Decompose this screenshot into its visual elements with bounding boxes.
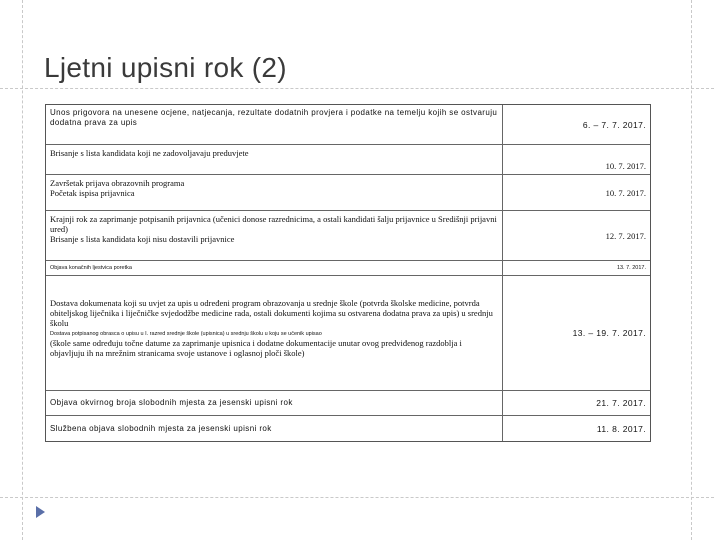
table-row [46,391,650,416]
row-date: 13. 7. 2017. [502,261,650,275]
right-guide-line [691,0,692,540]
row-text: Krajnji rok za zaprimanje potpisanih prijavnica (učenici donose razrednicima, a ostali kandidati šalju prijavnice u Središnji prijavni ured) [50,214,497,234]
left-guide-line [22,0,23,540]
table-row [46,261,650,276]
row-description [46,276,502,390]
row-description [46,211,502,260]
row-text: Unos prigovora na unesene ocjene, natjecanja, rezultate dodatnih provjera i podatke na temelju kojih se ostvaruju dodatna prava za upis [50,108,498,127]
table-row [46,145,650,175]
table-row [46,211,650,261]
row-text: Objava konačnih ljestvica poretka [50,265,132,271]
slide-title: Ljetni upisni rok (2) [44,52,287,83]
row-text: Brisanje s lista kandidata koji nisu dostavili prijavnice [50,234,235,244]
table-row [46,276,650,391]
row-date: 11. 8. 2017. [502,416,650,441]
schedule-table [45,104,651,442]
row-description [46,175,502,210]
row-text: (škole same određuju točne datume za zaprimanje upisnica i dodatne dokumentacije unutar ovog predviđenog razdoblja i objavljuju ih na mrežnim stranicama svoje ustanove i oglasnoj ploči škole) [50,338,462,358]
row-date: 12. 7. 2017. [502,211,650,260]
row-date: 21. 7. 2017. [502,391,650,415]
bottom-guide-line [0,497,714,498]
row-text: Početak ispisa prijavnica [50,188,135,198]
row-description [46,145,502,174]
row-description [46,261,502,275]
row-text: Službena objava slobodnih mjesta za jesenski upisni rok [50,423,272,433]
row-description [46,391,502,415]
row-text: Dostava dokumenata koji su uvjet za upis u određeni program obrazovanja u srednje škole (potvrda školske medicine, potvrda obiteljskog liječnika i liječničke svjedodžbe medicine rada, ostali dokumenti kojima su ostvarena dodatna prava za upis) u srednju školu [50,298,493,328]
row-text: Završetak prijava obrazovnih programa [50,178,185,188]
row-text: Brisanje s lista kandidata koji ne zadovoljavaju preduvjete [50,148,249,158]
top-guide-line [0,88,714,89]
row-date: 10. 7. 2017. [502,145,650,174]
row-text: Objava okvirnog broja slobodnih mjesta za jesenski upisni rok [50,398,293,407]
table-row [46,105,650,145]
bullet-arrow-icon [36,506,45,518]
row-date: 10. 7. 2017. [502,175,650,210]
row-description [46,416,502,441]
row-date: 13. – 19. 7. 2017. [502,276,650,390]
table-row [46,175,650,211]
row-date: 6. – 7. 7. 2017. [502,105,650,144]
row-description [46,105,502,144]
row-text: Dostava potpisanog obrasca o upisu u I. razred srednje škole (upisnica) u srednju školu u koju se učenik upisao [50,331,322,337]
table-row [46,416,650,441]
